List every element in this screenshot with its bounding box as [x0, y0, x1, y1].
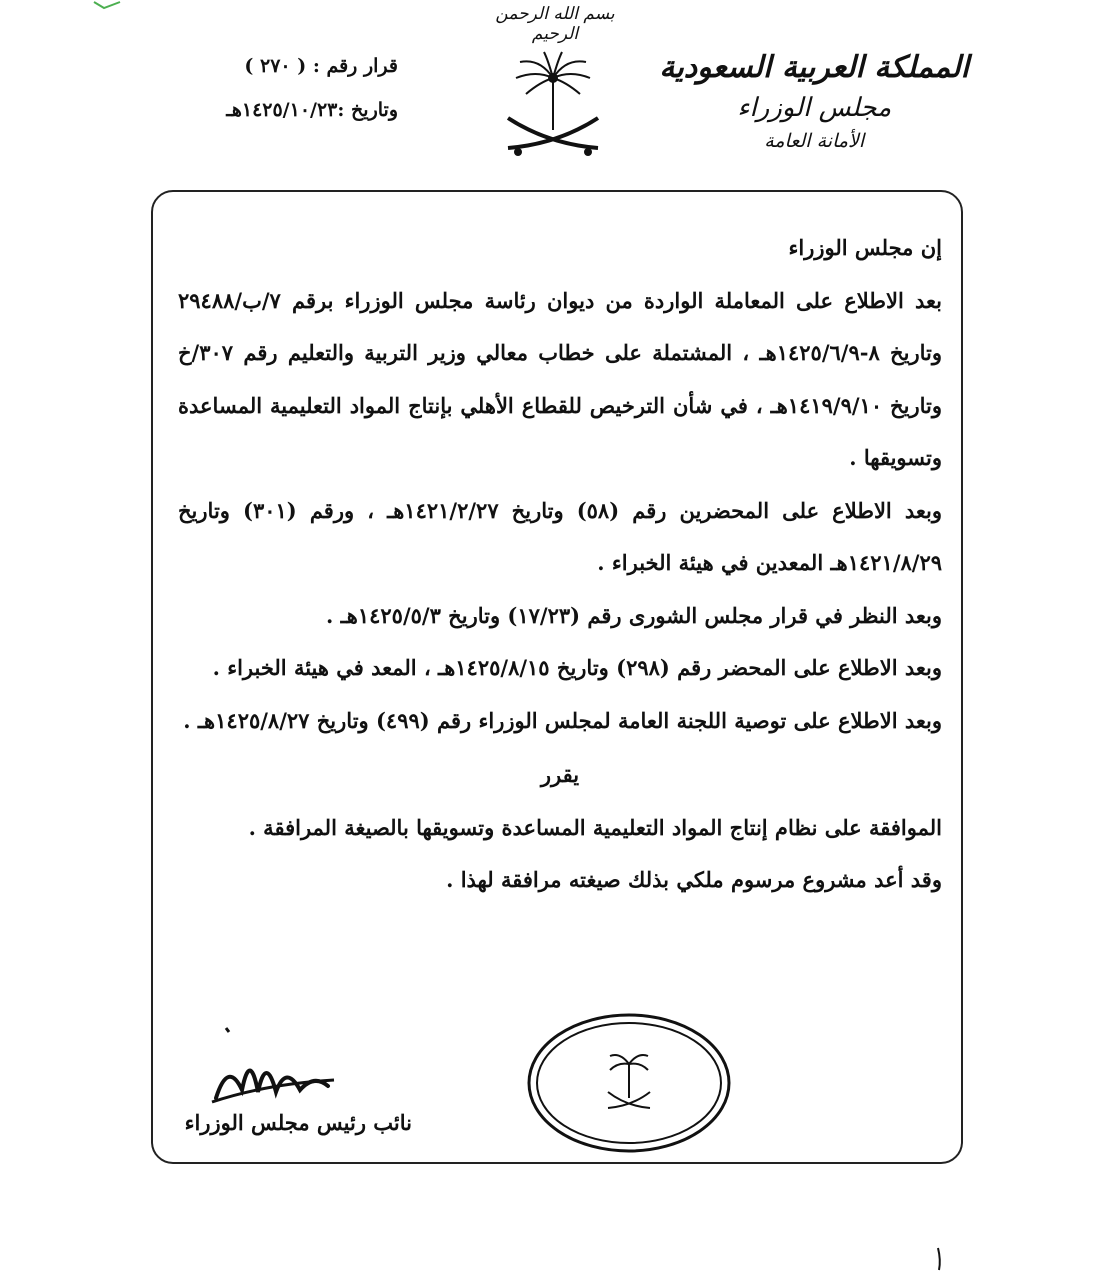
paragraph: وبعد الاطلاع على المحضرين رقم (٥٨) وتاريخ ١٤٢١/٢/٢٧هـ ، ورقم (٣٠١) وتاريخ ١٤٢١/٨/٢٩هـ المعدين في هيئة الخبراء . [178, 497, 942, 575]
kingdom-name: المملكة العربية السعودية [659, 50, 969, 85]
decision-reference [158, 44, 398, 132]
decision-body [178, 222, 942, 907]
resolution: وقد أعد مشروع مرسوم ملكي بذلك صيغته مرافقة لهذا . [446, 867, 942, 892]
handwritten-signature [206, 1020, 356, 1110]
decides-heading: يقرر [540, 762, 580, 787]
paragraph: وبعد النظر في قرار مجلس الشورى رقم (١٧/٢٣) وتاريخ ١٤٢٥/٥/٣هـ . [325, 602, 942, 628]
decision-number: قرار رقم : ( ٢٧٠ ) [244, 55, 398, 77]
basmala: بسم الله الرحمن الرحيم [495, 4, 615, 44]
letterhead [659, 46, 969, 156]
council-name: مجلس الوزراء [737, 93, 892, 123]
paragraph: وبعد الاطلاع على المحضر رقم (٢٩٨) وتاريخ ١٤٢٥/٨/١٥هـ ، المعد في هيئة الخبراء . [212, 655, 942, 680]
opening-line: إن مجلس الوزراء [788, 235, 942, 260]
saudi-emblem-icon [498, 48, 608, 166]
signer-title: نائب رئيس مجلس الوزراء [184, 1110, 412, 1135]
paragraph: وبعد الاطلاع على توصية اللجنة العامة لمجلس الوزراء رقم (٤٩٩) وتاريخ ١٤٢٥/٨/٢٧هـ . [183, 707, 942, 733]
secretariat-name: الأمانة العامة [764, 130, 865, 152]
resolution: الموافقة على نظام إنتاج المواد التعليمية المساعدة وتسويقها بالصيغة المرافقة . [248, 814, 942, 840]
corner-mark-icon [92, 0, 122, 10]
paragraph: بعد الاطلاع على المعاملة الواردة من ديوان رئاسة مجلس الوزراء برقم ٧/ب/٢٩٤٨٨ وتاريخ ٨-١٤٢٥/٦/٩هـ ، المشتملة على خطاب معالي وزير التربية والتعليم رقم ٣٠٧/خ وتاريخ ١٤١٩/٩/١٠هـ ، في شأن الترخيص للقطاع الأهلي بإنتاج المواد التعليمية المساعدة وتسويقها . [178, 287, 942, 470]
decision-date: وتاريخ :١٤٢٥/١٠/٢٣هـ [226, 99, 398, 121]
official-seal-icon [526, 1012, 732, 1154]
page-mark-icon [934, 1246, 944, 1272]
